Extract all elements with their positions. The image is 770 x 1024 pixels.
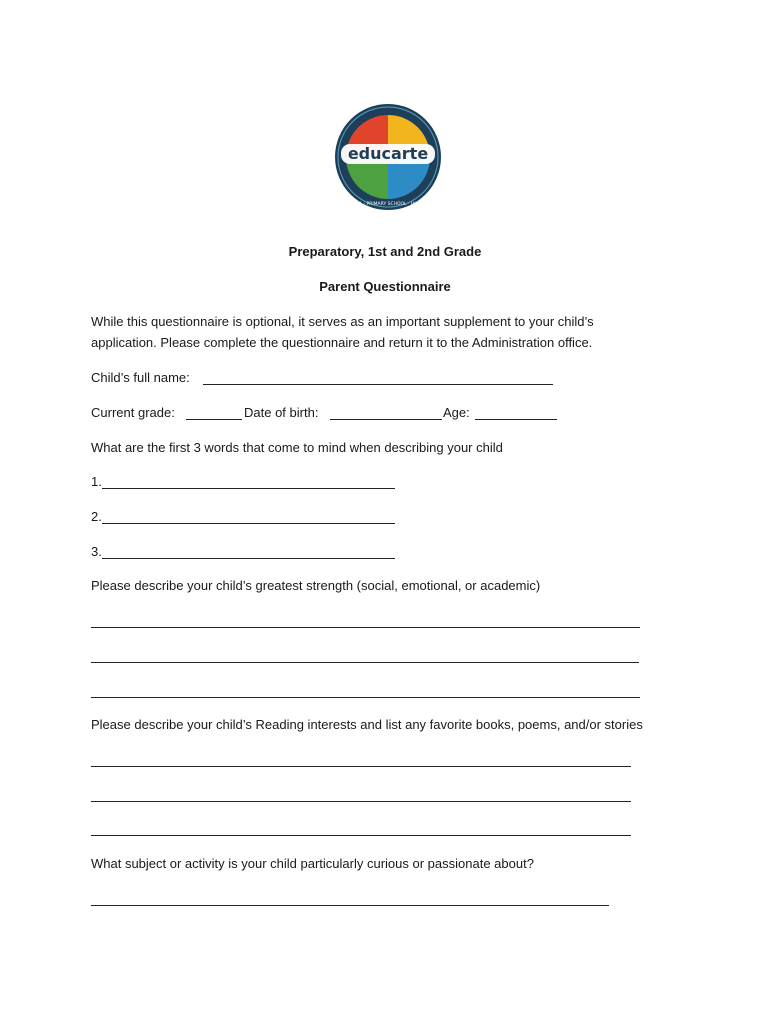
word-1-field[interactable]	[102, 488, 395, 489]
strength-answer-line-3[interactable]	[91, 697, 640, 698]
word-3-field[interactable]	[102, 558, 395, 559]
word-item-label: 1.	[91, 474, 102, 489]
current-grade-label: Current grade:	[91, 405, 175, 420]
age-label: Age:	[443, 405, 470, 420]
question-reading-interests: Please describe your child’s Reading interests and list any favorite books, poems, and/or stories	[91, 717, 643, 732]
passion-answer-line-1[interactable]	[91, 905, 609, 906]
word-item-label: 2.	[91, 509, 102, 524]
dob-label: Date of birth:	[244, 405, 319, 420]
intro-line-1: While this questionnaire is optional, it serves as an important supplement to your child’s	[91, 314, 594, 329]
question-greatest-strength: Please describe your child’s greatest strength (social, emotional, or academic)	[91, 578, 541, 593]
child-name-field[interactable]	[203, 384, 553, 385]
word-item-label: 3.	[91, 544, 102, 559]
dob-field[interactable]	[330, 419, 442, 420]
intro-line-2: application. Please complete the questionnaire and return it to the Administration office.	[91, 335, 593, 350]
word-2-field[interactable]	[102, 523, 395, 524]
question-three-words: What are the first 3 words that come to mind when describing your child	[91, 440, 503, 455]
current-grade-field[interactable]	[186, 419, 242, 420]
age-field[interactable]	[475, 419, 557, 420]
question-curious-passionate: What subject or activity is your child particularly curious or passionate about?	[91, 856, 534, 871]
page-subtitle: Parent Questionnaire	[319, 279, 451, 294]
page-title: Preparatory, 1st and 2nd Grade	[288, 244, 482, 259]
child-name-label: Child’s full name:	[91, 370, 190, 385]
svg-text:PRESCHOOL · PRIMARY SCHOOL · H: PRESCHOOL · PRIMARY SCHOOL · HIGHSCHOOL	[334, 202, 442, 207]
svg-text:educarte: educarte	[347, 144, 429, 163]
educarte-logo	[331, 103, 445, 211]
strength-answer-line-2[interactable]	[91, 662, 639, 663]
reading-answer-line-1[interactable]	[91, 766, 631, 767]
strength-answer-line-1[interactable]	[91, 627, 640, 628]
reading-answer-line-3[interactable]	[91, 835, 631, 836]
reading-answer-line-2[interactable]	[91, 801, 631, 802]
